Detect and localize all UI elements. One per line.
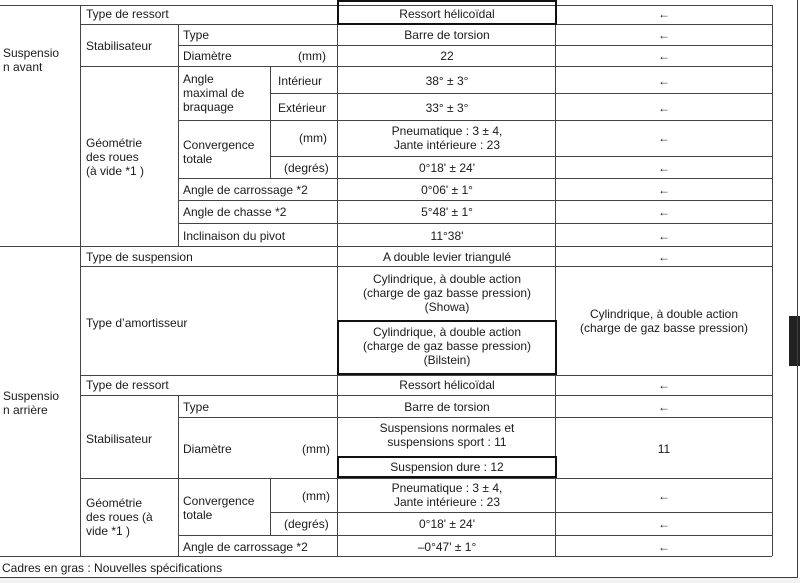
front-toe-label: Convergence totale <box>183 138 255 166</box>
rear-stab-type-label: Type <box>183 400 210 414</box>
front-stab-diameter-unit: (mm) <box>298 49 326 63</box>
front-spring-type-label: Type de ressort <box>86 7 169 21</box>
rear-geometry-label: Géométrie des roues (à vide *1 ) <box>86 496 153 538</box>
rear-stab-diameter-value: Suspensions normales et suspensions sport : 11 <box>379 421 515 449</box>
front-suspension-label: Suspensio n avant <box>3 46 60 74</box>
front-camber-label: Angle de carrossage *2 <box>183 183 308 197</box>
rear-camber-label: Angle de carrossage *2 <box>183 540 308 554</box>
front-toe-deg-value: 0°18' ± 24' <box>418 161 475 175</box>
front-interior-value: 38° ± 3° <box>425 74 469 88</box>
arrow-same-value: ← <box>658 161 670 175</box>
rear-stab-diameter-hard: Suspension dure : 12 <box>390 460 504 474</box>
rear-spring-type-value: Ressort hélicoïdal <box>399 378 495 392</box>
front-toe-deg-unit: (degrés) <box>284 161 329 175</box>
arrow-same-value: ← <box>658 229 670 243</box>
rear-toe-deg-unit: (degrés) <box>284 517 329 531</box>
arrow-same-value: ← <box>658 250 670 264</box>
rear-camber-value: –0°47' ± 1° <box>417 540 477 554</box>
arrow-same-value: ← <box>658 517 670 531</box>
rear-damper-old: Cylindrique, à double action (charge de gaz basse pression) <box>579 307 749 335</box>
front-stab-diameter-label: Diamètre <box>183 49 232 63</box>
arrow-same-value: ← <box>658 28 670 42</box>
front-stab-type-value: Barre de torsion <box>404 28 490 42</box>
arrow-same-value: ← <box>658 183 670 197</box>
front-stab-type-label: Type <box>183 28 210 42</box>
arrow-same-value: ← <box>658 540 670 554</box>
rear-susp-type-value: A double levier triangulé <box>382 250 512 264</box>
rear-toe-deg-value: 0°18' ± 24' <box>418 517 475 531</box>
front-interior-label: Intérieur <box>278 74 323 88</box>
rear-stab-diameter-unit: (mm) <box>302 442 330 456</box>
front-stabilizer-label: Stabilisateur <box>86 39 153 53</box>
rear-damper-label: Type d’amortisseur <box>86 316 188 330</box>
rear-damper-bilstein: Cylindrique, à double action (charge de gaz basse pression) (Bilstein) <box>362 325 532 367</box>
arrow-same-value: ← <box>658 101 670 115</box>
front-exterior-value: 33° ± 3° <box>425 101 469 115</box>
front-steer-angle-label: Angle maximal de braquage <box>183 72 245 114</box>
window-bottom-edge <box>0 578 800 583</box>
arrow-same-value: ← <box>658 74 670 88</box>
front-caster-label: Angle de chasse *2 <box>183 205 287 219</box>
rear-stabilizer-label: Stabilisateur <box>86 432 153 446</box>
front-kingpin-label: Inclinaison du pivot <box>183 229 286 243</box>
footnote: Cadres en gras : Nouvelles spécifications <box>2 561 223 575</box>
rear-stab-diameter-label: Diamètre <box>183 442 232 456</box>
arrow-same-value: ← <box>658 489 670 503</box>
rear-toe-label: Convergence totale <box>183 494 255 522</box>
front-camber-value: 0°06' ± 1° <box>421 183 473 197</box>
rear-toe-mm-unit: (mm) <box>302 489 330 503</box>
rear-damper-showa: Cylindrique, à double action (charge de gaz basse pression) (Showa) <box>362 272 532 314</box>
arrow-same-value: ← <box>658 49 670 63</box>
front-exterior-label: Extérieur <box>278 101 327 115</box>
front-spring-type-value: Ressort hélicoïdal <box>399 7 495 21</box>
arrow-same-value: ← <box>658 205 670 219</box>
arrow-same-value: ← <box>658 131 670 145</box>
rear-stab-type-value: Barre de torsion <box>404 400 490 414</box>
arrow-same-value: ← <box>658 7 670 21</box>
front-stab-diameter-value: 22 <box>440 49 454 63</box>
front-kingpin-value: 11°38' <box>430 229 464 243</box>
rear-suspension-label: Suspensio n arrière <box>3 389 60 417</box>
rear-toe-mm-value: Pneumatique : 3 ± 4, Jante intérieure : 23 <box>391 481 503 509</box>
rear-susp-type-label: Type de suspension <box>86 250 193 264</box>
rear-spring-type-label: Type de ressort <box>86 378 169 392</box>
arrow-same-value: ← <box>658 400 670 414</box>
arrow-same-value: ← <box>658 378 670 392</box>
front-toe-mm-value: Pneumatique : 3 ± 4, Jante intérieure : 23 <box>391 124 503 152</box>
front-toe-mm-unit: (mm) <box>299 131 327 145</box>
front-geometry-label: Géométrie des roues (à vide *1 ) <box>86 136 145 178</box>
rear-stab-diameter-old: 11 <box>657 442 671 456</box>
front-caster-value: 5°48' ± 1° <box>421 205 473 219</box>
